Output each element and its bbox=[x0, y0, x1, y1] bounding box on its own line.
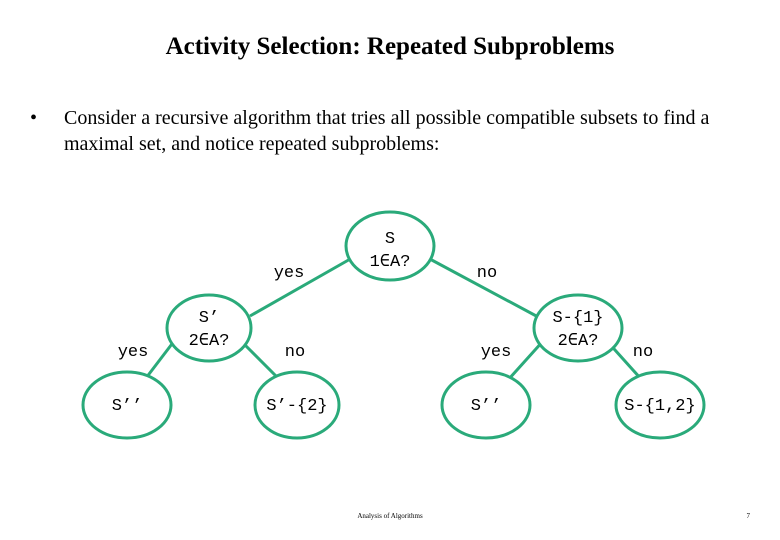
edge-right-leaf3 bbox=[508, 340, 544, 380]
bullet-marker: • bbox=[30, 107, 38, 129]
node-left-label-2: 2∈A? bbox=[188, 332, 230, 351]
node-root-label-1: S bbox=[384, 230, 396, 249]
edge-label-root-no: no bbox=[476, 264, 498, 283]
slide-footer: Analysis of Algorithms bbox=[357, 512, 423, 520]
bullet-text: Consider a recursive algorithm that tries all possible compatible subsets to find a maximal set, and notice repeated subproblems: bbox=[64, 107, 710, 155]
page-number: 7 bbox=[746, 512, 750, 520]
node-right-label-1: S-{1} bbox=[552, 309, 604, 328]
node-leaf4-label: S-{1,2} bbox=[624, 397, 696, 416]
edge-label-left-no: no bbox=[284, 343, 306, 362]
edge-label-right-no: no bbox=[632, 343, 654, 362]
node-right-label-2: 2∈A? bbox=[557, 332, 599, 351]
node-root-label-2: 1∈A? bbox=[369, 253, 411, 272]
node-right bbox=[534, 295, 622, 361]
node-leaf2-label: S’-{2} bbox=[266, 397, 328, 416]
node-left bbox=[167, 295, 251, 361]
node-leaf1-label: S’’ bbox=[111, 397, 143, 416]
slide-title: Activity Selection: Repeated Subproblems bbox=[165, 33, 615, 60]
node-left-label-1: S’ bbox=[198, 309, 220, 328]
edge-label-left-yes: yes bbox=[117, 343, 149, 362]
edge-label-right-yes: yes bbox=[480, 343, 512, 362]
edge-label-root-yes: yes bbox=[273, 264, 305, 283]
node-leaf3-label: S’’ bbox=[470, 397, 502, 416]
